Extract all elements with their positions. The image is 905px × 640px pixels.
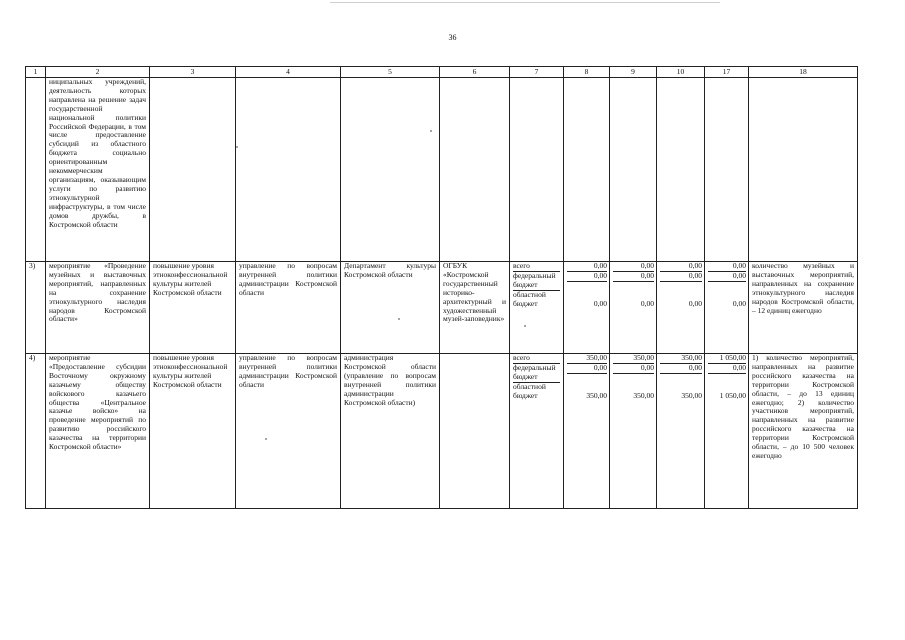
amount-value: 350,00 [633,353,654,362]
amount-value: 350,00 [681,353,702,362]
activity-description: ниципальных учреждений, деятельность которых направлена на решение задач государственной национальной политики Российской Федерации, в том числе предоставление субсидий из областного бюджета социально ориентированным некоммерческим организациям, оказывающим услуги по развитию этнокультурной инфраструктуры, в том числе домов дружбы, в Костромской области [46,78,150,262]
amount-cell [564,262,610,354]
budget-regional-label: областной бюджет [513,290,560,309]
budget-federal-label: федеральный бюджет [513,363,560,382]
amount-value: 350,00 [586,390,607,400]
amount-value: 0,00 [708,363,746,373]
amount-cell [610,262,657,354]
amount-value: 0,00 [593,298,607,308]
budget-regional-label: областной бюджет [513,382,560,401]
amount-value: 0,00 [732,261,746,270]
row-number: 4) [26,354,46,509]
amount-value: 350,00 [633,390,654,400]
amount-value: 0,00 [708,271,746,281]
amount-value: 0,00 [613,363,654,373]
amount-value: 0,00 [660,271,702,281]
amount-cell [564,354,610,509]
budget-total-label: всего [513,353,530,362]
goal-cell: повышение уровня этноконфессиональной культуры жителей Костромской области [150,262,236,354]
header-row [26,67,858,78]
amount-value: 350,00 [681,390,702,400]
coordinator-cell: управление по вопросам внутренней политики администрации Костромской области [236,354,341,509]
header-cell: 3 [150,67,236,78]
table-row [26,354,858,509]
row-number: 3) [26,262,46,354]
header-cell: 10 [657,67,705,78]
header-cell: 1 [26,67,46,78]
header-cell: 8 [564,67,610,78]
budget-cell [510,262,564,354]
amount-value: 0,00 [567,363,607,373]
header-cell: 7 [510,67,564,78]
coordinator-cell: управление по вопросам внутренней политики администрации Костромской области [236,262,341,354]
budget-federal-label: федеральный бюджет [513,271,560,290]
indicator-cell: 1) количество мероприятий, направленных на развитие российского казачества на территории Костромской области, – до 13 единиц ежегодно; 2) количество участников мероприятий, направленных на развитие российского казачества на территории Костромской области, – до 10 500 человек ежегодно [749,354,858,509]
header-cell: 9 [610,67,657,78]
budget-total-label: всего [513,261,530,270]
header-cell: 18 [749,67,858,78]
header-cell: 6 [440,67,510,78]
responsible-cell: администрация Костромской области (управление по вопросам внутренней политики администрации Костромской области) [341,354,440,509]
amount-value: 0,00 [688,261,702,270]
amount-cell [705,262,749,354]
amount-cell [705,354,749,509]
amount-value: 1 050,00 [719,353,746,362]
scan-speck [398,318,400,320]
scan-speck [430,130,432,132]
header-cell: 2 [46,67,150,78]
budget-cell [510,354,564,509]
scan-speck [236,146,238,148]
amount-value: 0,00 [613,271,654,281]
amount-value: 0,00 [660,363,702,373]
amount-value: 350,00 [586,353,607,362]
page-number: 36 [448,33,457,42]
responsible-cell: Департамент культуры Костромской области [341,262,440,354]
amount-value: 0,00 [567,271,607,281]
header-cell: 4 [236,67,341,78]
amount-value: 0,00 [640,298,654,308]
table-row-continuation [26,78,858,262]
scan-speck [265,438,267,440]
top-rule [330,2,720,3]
executor-cell [440,354,510,509]
header-cell: 5 [341,67,440,78]
amount-cell [657,262,705,354]
indicator-cell: количество музейных и выставочных мероприятий, направленных на сохранение этнокультурного наследия народов Костромской области, – 12 единиц ежегодно [749,262,858,354]
executor-cell: ОГБУК «Костромской государственный историко-архитектурный и художественный музей-заповедник» [440,262,510,354]
amount-value: 1 050,00 [719,390,746,400]
activity-description: мероприятие «Проведение музейных и выставочных мероприятий, направленных на сохранение этнокультурного наследия народов Костромской области» [46,262,150,354]
table-row [26,262,858,354]
activity-description: мероприятие «Предоставление субсидии Восточному окружному казачьему обществу войскового казачьего общества «Центральное казачье войско» на проведение мероприятий по развитию российского казачества на территории Костромской области» [46,354,150,509]
header-cell: 17 [705,67,749,78]
amount-value: 0,00 [640,261,654,270]
amount-cell [657,354,705,509]
scan-speck [524,325,526,327]
amount-cell [610,354,657,509]
amount-value: 0,00 [688,298,702,308]
goal-cell: повышение уровня этноконфессиональной культуры жителей Костромской области [150,354,236,509]
amount-value: 0,00 [593,261,607,270]
amount-value: 0,00 [732,298,746,308]
program-table [25,66,858,509]
